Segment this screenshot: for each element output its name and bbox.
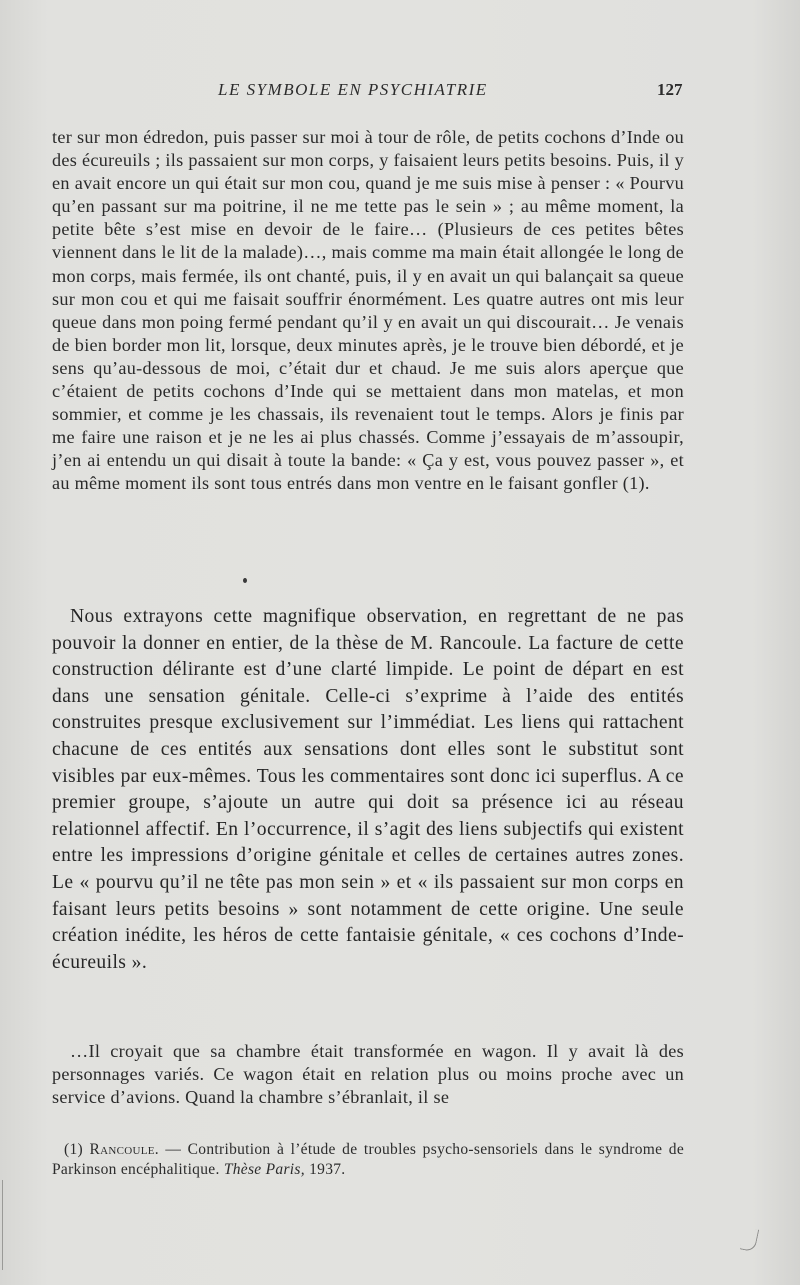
footnote (52, 1140, 684, 1180)
next-case-block (52, 1040, 684, 1109)
page-edge-line (2, 1180, 3, 1270)
footnote-year: 1937. (304, 1161, 346, 1178)
patient-quote-block (52, 126, 684, 496)
footnote-thesis: Thèse Paris, (223, 1161, 305, 1178)
commentary-paragraph: Nous extrayons cette magnifique observation, en regrettant de ne pas pouvoir la donner en entier, de la thèse de M. Rancoule. La facture de cette construction délirante est d’une clarté limpide. Le point de départ en est dans une sensation génitale. Celle-ci s’exprime à l’aide des entités construites presque exclusivement sur l’immédiat. Les liens qui rattachent chacune de ces entités aux sensations dont elles sont le substitut sont visibles par eux-mêmes. Tous les commentaires sont donc ici superflus. A ce premier groupe, s’ajoute un autre qui doit sa présence ici au réseau relationnel affectif. En l’occurrence, il s’agit des liens subjectifs qui existent entre les impressions d’origine génitale et celles de certaines autres zones. Le « pourvu qu’il ne tête pas mon sein » et « ils passaient sur mon corps en faisant leurs petits besoins » sont notamment de cette origine. Une seule création inédite, les héros de cette fantaisie génitale, « ces cochons d’Inde-écureuils ». (52, 606, 684, 973)
page-header (0, 80, 800, 106)
page-number: 127 (657, 80, 683, 99)
footnote-marker: (1) (64, 1141, 90, 1158)
ink-speck (243, 578, 247, 583)
running-title: LE SYMBOLE EN PSYCHIATRIE (218, 80, 488, 99)
footnote-title: — Contribution à l’étude de troubles psycho-sensoriels dans le syndrome de Parkinson encéphalitique. (52, 1141, 685, 1178)
footnote-paragraph (52, 1140, 684, 1180)
page-corner-mark (740, 1227, 759, 1253)
patient-quote-paragraph: ter sur mon édredon, puis passer sur moi à tour de rôle, de petits cochons d’Inde ou des écureuils ; ils passaient sur mon corps, y faisaient leurs petits besoins. Puis, il y en avait encore un qui était sur mon cou, quand je me suis mise à penser : « Pourvu qu’en passant sur ma poitrine, il ne me tette pas le sein » ; au même moment, la petite bête s’est mise en devoir de le faire… (Plusieurs de ces petites bêtes viennent dans le lit de la malade)…, mais comme ma main était allongée le long de mon corps, mais fermée, ils ont chanté, puis, il y en avait un qui balançait sa queue sur mon cou et qui me faisait souffrir énormément. Les quatre autres ont mis leur queue dans mon poing fermé pendant qu’il y en avait un qui discourait… Je venais de bien border mon lit, lorsque, deux minutes après, je le trouve bien débordé, et je sens qu’au-dessous de moi, c’était dur et chaud. Je me suis alors aperçue que c’étaient de petits cochons d’Inde qui se mettaient dans mon matelas, et mon sommier, et comme je les chassais, ils revenaient tout le temps. Alors je finis par me faire une raison et je ne les ai plus chassés. Comme j’essayais de m’assoupir, j’en ai entendu un qui disait à toute la bande: « Ça y est, vous pouvez passer », et au même moment ils sont tous entrés dans mon ventre en le faisant gonfler (1). (52, 127, 684, 494)
commentary-block (52, 604, 684, 976)
footnote-author: Rancoule. (89, 1141, 159, 1158)
next-case-paragraph: …Il croyait que sa chambre était transformée en wagon. Il y avait là des personnages variés. Ce wagon était en relation plus ou moins proche avec un service d’avions. Quand la chambre s’ébranlait, il se (52, 1041, 684, 1108)
